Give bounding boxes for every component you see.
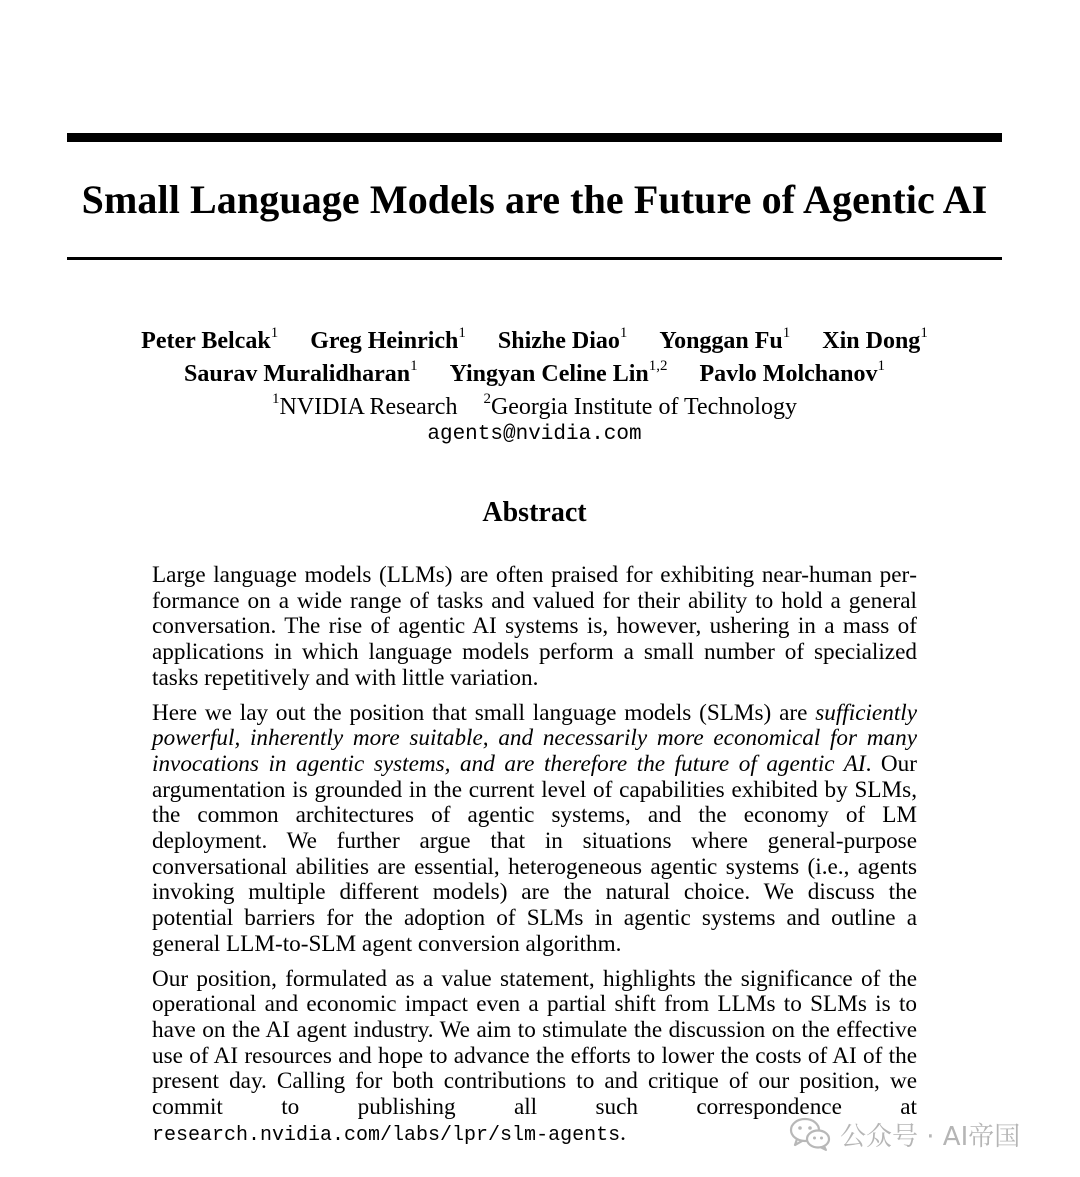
abstract-heading: Abstract	[482, 497, 587, 528]
affiliation: $^2$Georgia Institute of Technology	[483, 391, 797, 420]
abstract-body	[152, 563, 917, 1157]
wechat-icon	[788, 1116, 832, 1152]
author-line-1	[67, 322, 1002, 355]
author: Greg Heinrich$^1$	[310, 325, 466, 354]
author-block	[67, 322, 1002, 448]
author: Saurav Muralidharan$^1$	[184, 358, 418, 387]
title-rule-bottom	[67, 257, 1002, 260]
watermark-text: 公众号 · AI帝国	[840, 1121, 1021, 1152]
contact-email: agents@nvidia.com	[427, 423, 642, 446]
project-url: research.nvidia.com/labs/lpr/slm-agents	[152, 1123, 621, 1147]
watermark	[788, 1114, 1020, 1154]
author: Pavlo Molchanov$^1$	[699, 358, 885, 387]
author: Peter Belcak$^1$	[141, 325, 279, 354]
author-line-2	[67, 355, 1002, 388]
author: Yingyan Celine Lin$^{1,2}$	[449, 358, 668, 387]
title-rule-top	[67, 133, 1002, 142]
abstract-emphasis: sufficiently powerful, inherently more suitable, and necessarily more economical for many invocations in agentic systems, and are therefore the future of agentic AI	[152, 699, 917, 777]
author: Shizhe Diao$^1$	[497, 325, 628, 354]
author: Yonggan Fu$^1$	[659, 325, 791, 354]
affiliation-line	[67, 388, 1002, 421]
paper-title: Small Language Models are the Future of Agentic AI	[81, 177, 988, 222]
abstract-paragraph-3: Our position, formulated as a value statement, highlights the significance of the operational and economic impact even a partial shift from LLMs to SLMs is to have on the AI agent industry. We aim to stimulate the discussion on the effective use of AI resources and hope to advance the efforts to lower the costs of AI of the present day. Calling for both contributions to and critique of our position, we commit to publishing all such correspondence at research.nvidia.com/labs/lpr/slm-agents.	[152, 965, 917, 1147]
abstract-paragraph-2: Here we lay out the position that small language models (SLMs) are sufficiently powerful, inherently more suitable, and necessarily more economical for many invocations in agentic systems, and are therefore the future of agentic AI. Our argumentation is grounded in the current level of capabilities exhibited by SLMs, the common architectures of agentic systems, and the economy of LM deployment. We further argue that in situations where general-purpose conversational abilities are essential, heterogeneous agentic systems (i.e., agents invoking multiple different models) are the natural choice. We discuss the potential barriers for the adoption of SLMs in agentic systems and outline a general LLM-to-SLM agent conversion algorithm.	[152, 699, 917, 957]
author: Xin Dong$^1$	[822, 325, 928, 354]
abstract-paragraph-1: Large language models (LLMs) are often praised for exhibiting near-human performance on a wide range of tasks and valued for their ability to hold a general conversation. The rise of agentic AI systems is, however, ushering in a mass of applications in which language models perform a small number of specialized tasks repetitively and with little variation.	[152, 562, 917, 691]
affiliation: $^1$NVIDIA Research	[272, 391, 458, 420]
